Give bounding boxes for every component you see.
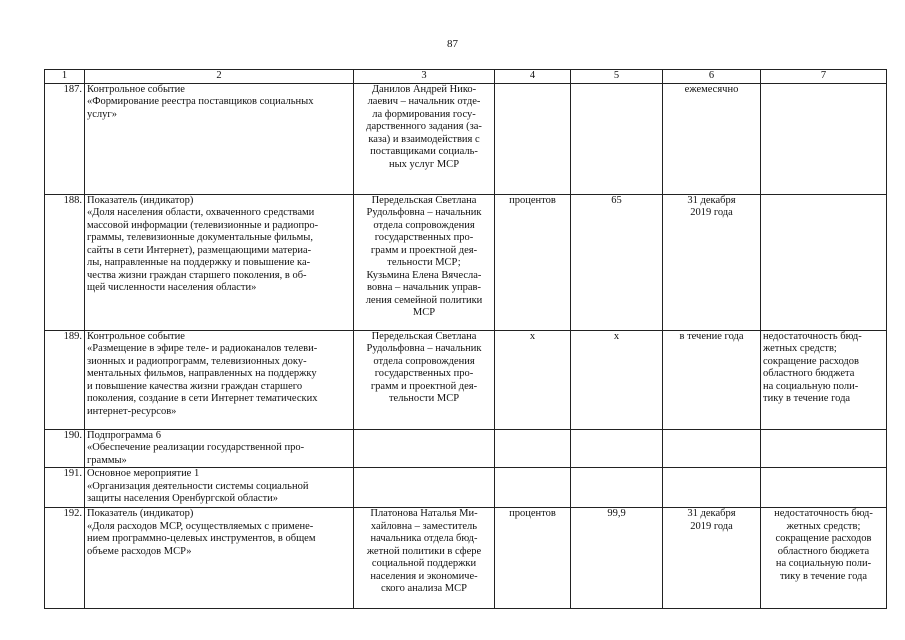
cell-line: на социальную поли-	[775, 558, 872, 569]
cell-line: в течение года	[679, 330, 744, 342]
cell-line: 31 декабря	[687, 194, 736, 206]
cell-line: 2019 года	[690, 520, 733, 532]
target-value-cell	[571, 429, 663, 468]
cell-line: Кузьмина Елена Вячесла-	[366, 269, 482, 281]
risk-cell	[761, 194, 887, 330]
unit-cell	[495, 194, 571, 330]
event-name-cell	[85, 83, 354, 194]
cell-line: отдела сопровождения	[373, 219, 475, 231]
cell-line: Контрольное событие	[87, 330, 185, 342]
cell-line: услуг»	[87, 108, 117, 120]
cell-line: вовна – начальник управ-	[367, 282, 481, 293]
cell-line: сокращение расходов	[763, 355, 859, 367]
cell-line: Данилов Андрей Нико-	[371, 83, 477, 95]
event-name-cell	[85, 330, 354, 429]
cell-line: и повышение качества жизни граждан старшего	[87, 380, 303, 392]
cell-line: х	[529, 330, 536, 342]
cell-line: «Доля населения области, охваченного средствами	[87, 207, 315, 218]
table-row	[45, 83, 887, 194]
cell-line: 31 декабря	[687, 508, 736, 519]
cell-line: щей численности населения области»	[87, 282, 257, 293]
cell-line: ежемесячно	[684, 83, 739, 95]
target-value-cell	[571, 83, 663, 194]
table-row	[45, 468, 887, 508]
deadline-cell	[663, 468, 761, 508]
cell-line: лы, направленные на поддержку и повышение ка-	[87, 257, 311, 268]
column-header: 3	[354, 70, 495, 84]
cell-line: Рудольфовна – начальник	[366, 343, 482, 354]
cell-line: граммы, телевизионные документальные фильмы,	[87, 232, 313, 243]
cell-line: каза) и взаимодействия с	[368, 133, 480, 145]
cell-line: жетной политики в сфере	[366, 545, 482, 557]
cell-line: «Формирование реестра поставщиков социальных	[87, 96, 314, 107]
cell-line: недостаточность бюд-	[774, 508, 873, 519]
cell-line: массовой информации (телевизионные и радиопро-	[87, 219, 319, 231]
cell-line: Платонова Наталья Ми-	[370, 508, 478, 519]
cell-line: МСР	[412, 307, 436, 318]
column-header: 5	[571, 70, 663, 84]
cell-line: «Размещение в эфире теле- и радиоканалов телеви-	[87, 343, 318, 354]
row-number-cell: 191.	[45, 468, 85, 508]
plan-table	[44, 69, 887, 609]
cell-line: х	[613, 330, 620, 342]
event-name-cell	[85, 194, 354, 330]
unit-cell	[495, 508, 571, 609]
cell-line: «Организация деятельности системы социальной	[87, 480, 309, 492]
risk-cell	[761, 83, 887, 194]
unit-cell	[495, 330, 571, 429]
cell-line: социальной поддержки	[371, 558, 477, 569]
target-value-cell	[571, 508, 663, 609]
cell-line: начальника отдела бюд-	[370, 533, 478, 544]
cell-line: недостаточность бюд-	[763, 330, 862, 342]
event-name-cell	[85, 468, 354, 508]
row-number-cell: 188.	[45, 194, 85, 330]
cell-line: хайловна – заместитель	[370, 520, 478, 532]
risk-cell	[761, 429, 887, 468]
row-number-cell: 187.	[45, 83, 85, 194]
cell-line: дарственного задания (за-	[366, 121, 482, 132]
table-row	[45, 330, 887, 429]
cell-line: государственных про-	[374, 368, 474, 379]
unit-cell	[495, 429, 571, 468]
cell-line: грамм и проектной дея-	[370, 244, 478, 256]
risk-cell	[761, 468, 887, 508]
cell-line: ментальных фильмов, направленных на поддержку	[87, 368, 317, 379]
target-value-cell	[571, 330, 663, 429]
column-header: 1	[45, 70, 85, 84]
cell-line: Контрольное событие	[87, 83, 185, 95]
cell-line: на социальную поли-	[763, 380, 859, 392]
cell-line: грамм и проектной дея-	[370, 380, 478, 392]
cell-line: сокращение расходов	[775, 533, 872, 544]
cell-line: процентов	[509, 508, 556, 519]
target-value-cell	[571, 194, 663, 330]
cell-line: нием программно-целевых инструментов, в общем	[87, 533, 316, 544]
cell-line: зионных и радиопрограмм, телевизионных доку-	[87, 355, 307, 367]
cell-line: ла формирования госу-	[372, 108, 476, 120]
cell-line: ления семейной политики	[365, 294, 483, 306]
cell-line: тельности МСР;	[387, 257, 461, 268]
target-value-cell	[571, 468, 663, 508]
responsible-person-cell	[354, 468, 495, 508]
cell-line: 99,9	[607, 508, 626, 519]
cell-line: тику в течение года	[763, 393, 851, 404]
table-body	[45, 83, 887, 609]
table-row	[45, 508, 887, 609]
cell-line: 65	[611, 194, 622, 206]
cell-line: Основное мероприятие 1	[87, 468, 200, 479]
cell-line: лаевич – начальник отде-	[367, 96, 481, 107]
column-header: 2	[85, 70, 354, 84]
cell-line: тику в течение года	[779, 570, 868, 582]
row-number-cell: 192.	[45, 508, 85, 609]
deadline-cell	[663, 429, 761, 468]
unit-cell	[495, 468, 571, 508]
responsible-person-cell	[354, 194, 495, 330]
cell-line: отдела сопровождения	[373, 355, 475, 367]
deadline-cell	[663, 508, 761, 609]
deadline-cell	[663, 194, 761, 330]
cell-line: Передельская Светлана	[371, 330, 477, 342]
event-name-cell	[85, 429, 354, 468]
unit-cell	[495, 83, 571, 194]
cell-line: Показатель (индикатор)	[87, 508, 194, 519]
cell-line: интернет-ресурсов»	[87, 405, 177, 417]
cell-line: населения и экономиче-	[370, 570, 478, 582]
cell-line: 2019 года	[690, 207, 733, 218]
cell-line: тельности МСР	[388, 393, 460, 404]
cell-line: Рудольфовна – начальник	[366, 207, 482, 218]
cell-line: поколения, создание в сети Интернет тематических	[87, 393, 318, 404]
row-number-cell: 190.	[45, 429, 85, 468]
responsible-person-cell	[354, 508, 495, 609]
cell-line: государственных про-	[374, 232, 474, 243]
responsible-person-cell	[354, 429, 495, 468]
cell-line: Показатель (индикатор)	[87, 194, 194, 206]
cell-line: защиты населения Оренбургской области»	[87, 493, 279, 504]
responsible-person-cell	[354, 83, 495, 194]
cell-line: жетных средств;	[786, 520, 861, 532]
cell-line: чества жизни граждан старшего поколения, в об-	[87, 269, 307, 281]
cell-line: объеме расходов МСР»	[87, 545, 192, 557]
risk-cell	[761, 330, 887, 429]
cell-line: областного бюджета	[763, 368, 855, 379]
column-header: 7	[761, 70, 887, 84]
table-row	[45, 194, 887, 330]
cell-line: областного бюджета	[777, 545, 870, 557]
risk-cell	[761, 508, 887, 609]
event-name-cell	[85, 508, 354, 609]
cell-line: «Обеспечение реализации государственной про-	[87, 442, 305, 453]
cell-line: Передельская Светлана	[371, 194, 477, 206]
header-row	[45, 70, 887, 84]
cell-line: ского анализа МСР	[381, 583, 467, 594]
cell-line: процентов	[509, 194, 556, 206]
cell-line: граммы»	[87, 454, 127, 466]
cell-line: «Доля расходов МСР, осуществляемых с примене-	[87, 520, 314, 532]
cell-line: сайты в сети Интернет), размещающими материа-	[87, 244, 312, 256]
column-header: 6	[663, 70, 761, 84]
cell-line: жетных средств;	[763, 343, 837, 354]
page-number: 87	[447, 38, 458, 50]
deadline-cell	[663, 330, 761, 429]
cell-line: ных услуг МСР	[388, 158, 460, 170]
row-number-cell: 189.	[45, 330, 85, 429]
table-row	[45, 429, 887, 468]
deadline-cell	[663, 83, 761, 194]
column-header: 4	[495, 70, 571, 84]
responsible-person-cell	[354, 330, 495, 429]
cell-line: поставщиками социаль-	[370, 146, 478, 157]
cell-line: Подпрограмма 6	[87, 429, 161, 441]
